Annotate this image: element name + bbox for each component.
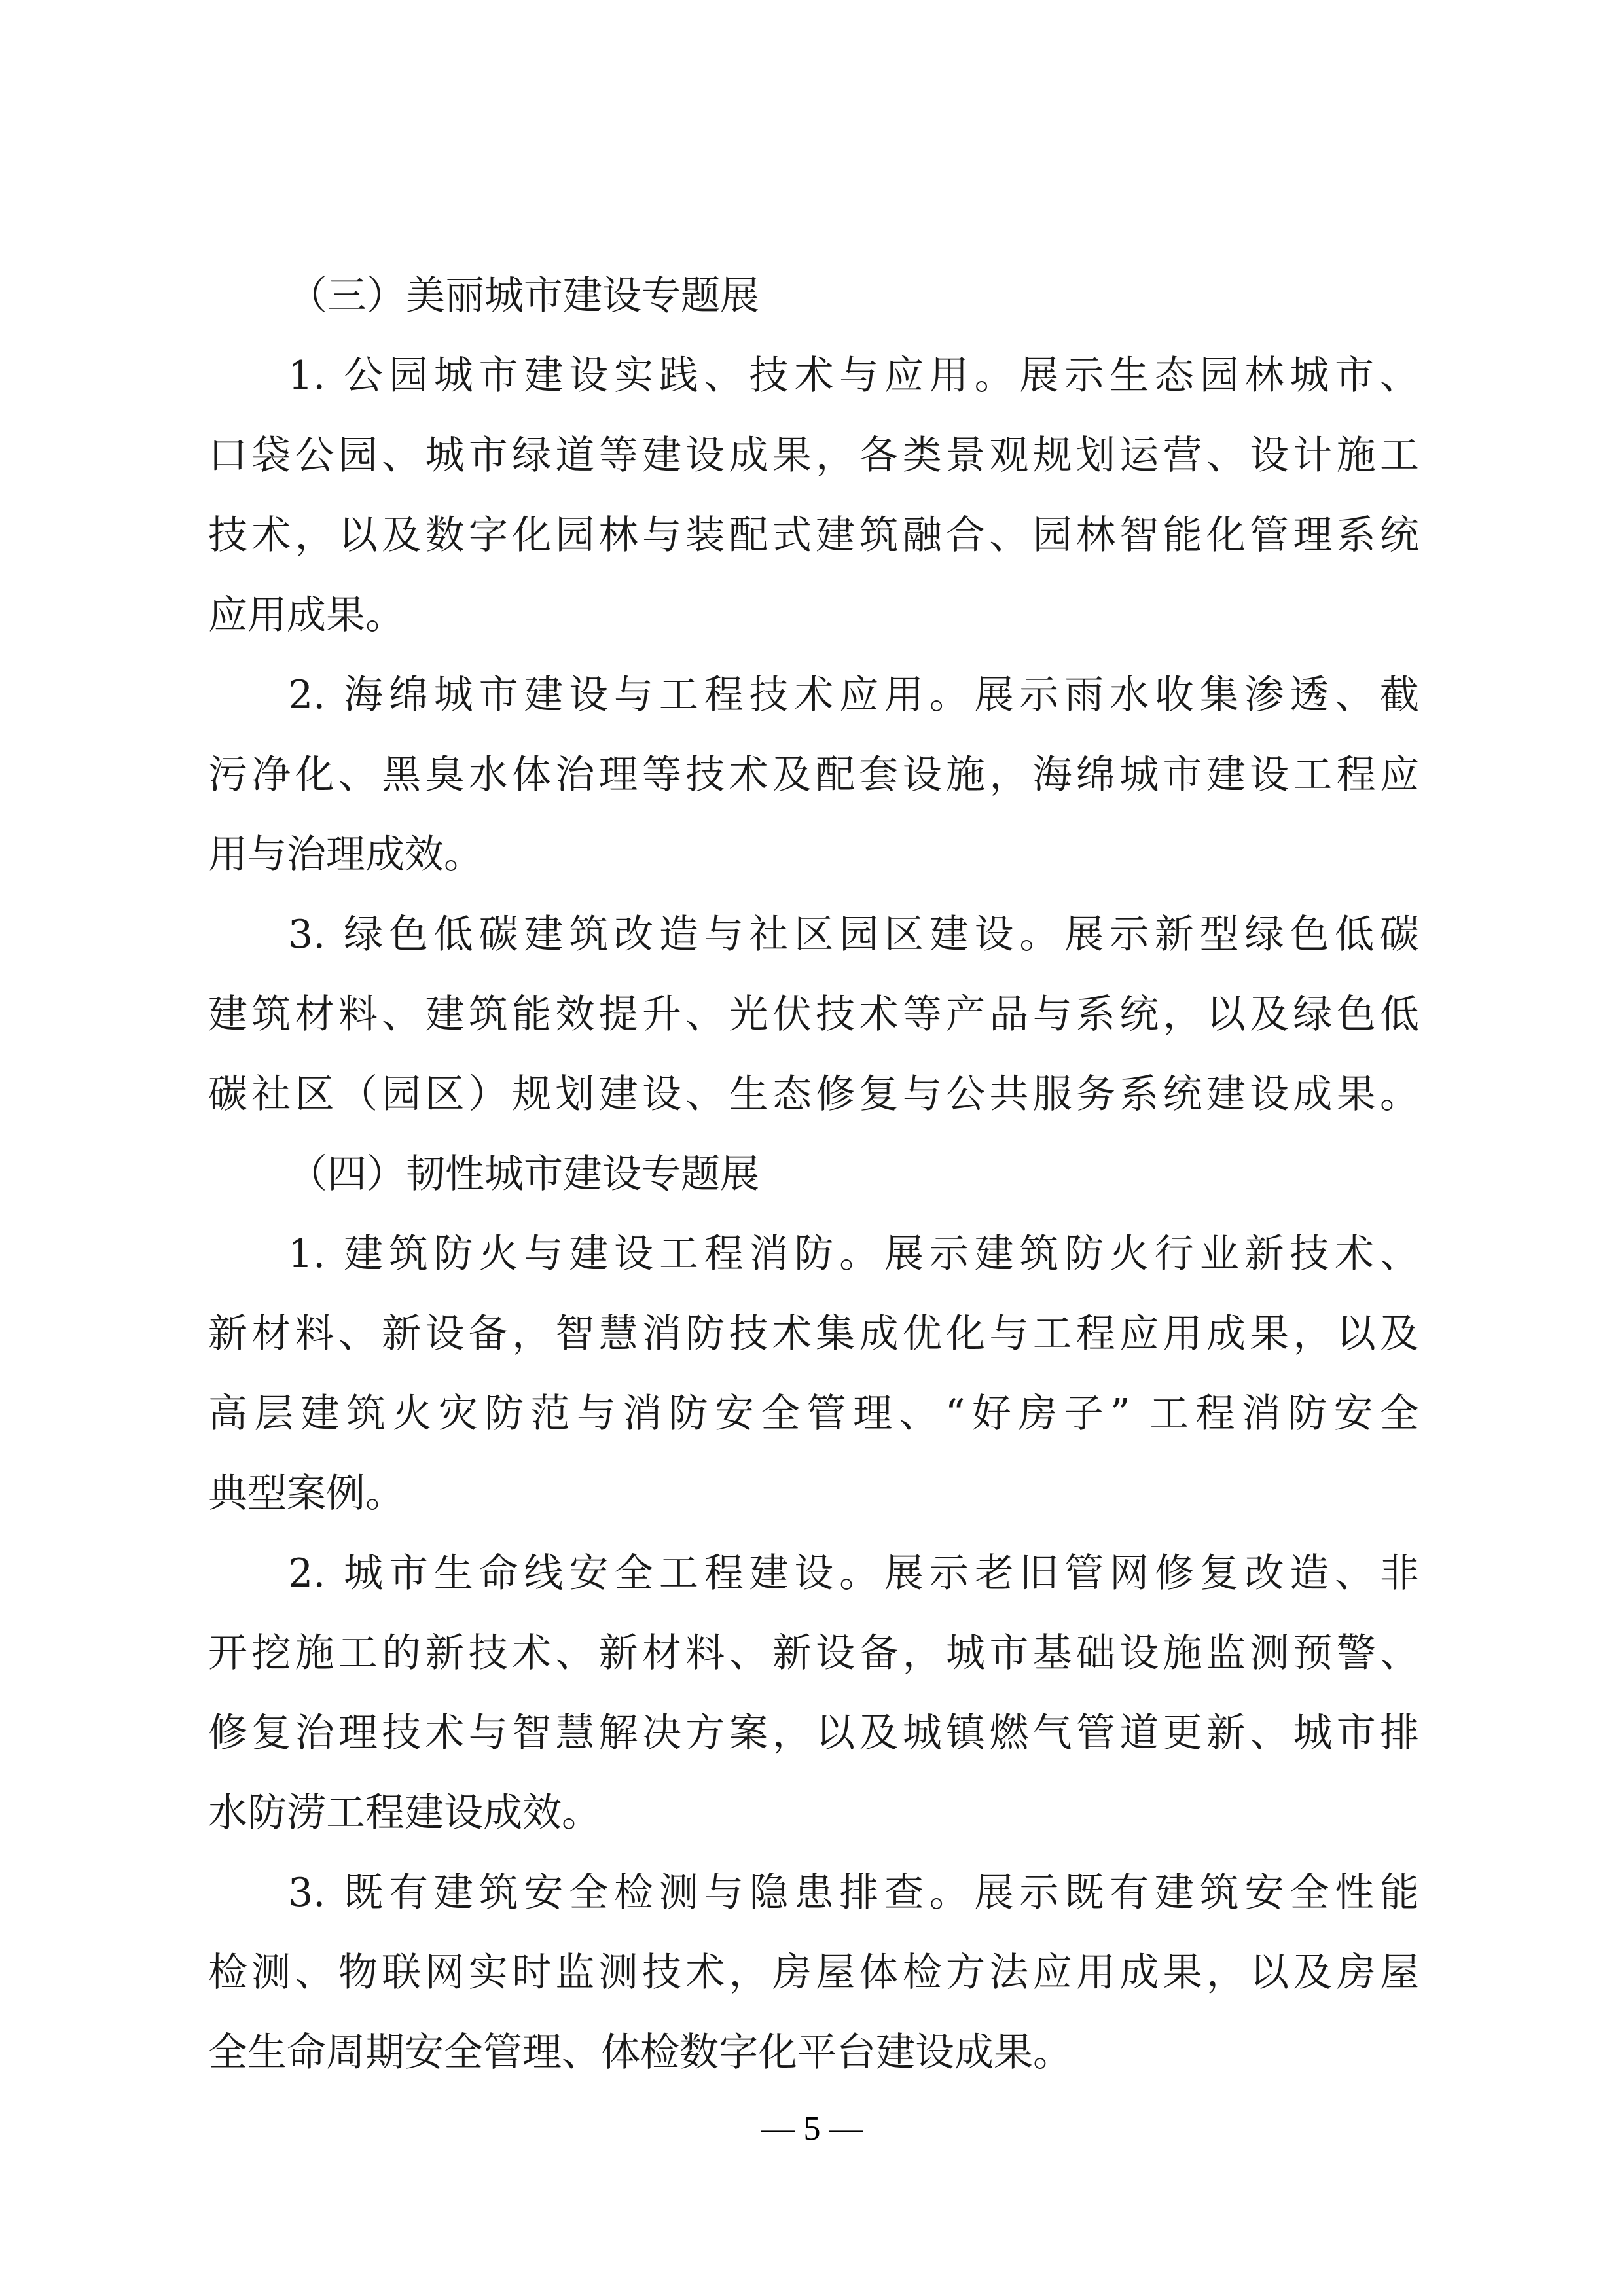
paragraph-line: 水防涝工程建设成效。 [208, 1790, 601, 1836]
paragraph-line: 2. 城市生命线安全工程建设。展示老旧管网修复改造、非 [288, 1551, 1419, 1596]
paragraph-line: 全生命周期安全管理、体检数字化平台建设成果。 [208, 2030, 1072, 2075]
page-number: — 5 — [761, 2110, 863, 2147]
paragraph-line: 口袋公园、城市绿道等建设成果，各类景观规划运营、设计施工 [208, 433, 1419, 478]
paragraph-line: 1. 公园城市建设实践、技术与应用。展示生态园林城市、 [288, 353, 1419, 399]
paragraph-line: 碳社区（园区）规划建设、生态修复与公共服务系统建设成果。 [208, 1071, 1419, 1117]
section-heading-3: （三）美丽城市建设专题展 [288, 273, 759, 319]
paragraph-line: 开挖施工的新技术、新材料、新设备，城市基础设施监测预警、 [208, 1630, 1419, 1676]
paragraph-line: 新材料、新设备，智慧消防技术集成优化与工程应用成果，以及 [208, 1311, 1419, 1357]
paragraph-line: 3. 既有建筑安全检测与隐患排查。展示既有建筑安全性能 [288, 1870, 1419, 1916]
paragraph-line: 用与治理成效。 [208, 832, 483, 878]
paragraph-line: 修复治理技术与智慧解决方案，以及城镇燃气管道更新、城市排 [208, 1710, 1419, 1756]
paragraph-line: 技术，以及数字化园林与装配式建筑融合、园林智能化管理系统 [208, 512, 1419, 558]
paragraph-line: 建筑材料、建筑能效提升、光伏技术等产品与系统，以及绿色低 [208, 992, 1419, 1037]
paragraph-line: 应用成果。 [208, 592, 405, 638]
paragraph-line: 1. 建筑防火与建设工程消防。展示建筑防火行业新技术、 [288, 1231, 1419, 1277]
paragraph-line: 2. 海绵城市建设与工程技术应用。展示雨水收集渗透、截 [288, 672, 1419, 718]
paragraph-line: 高层建筑火灾防范与消防安全管理、“好房子” 工程消防安全 [208, 1391, 1419, 1437]
paragraph-line: 典型案例。 [208, 1471, 405, 1516]
paragraph-line: 检测、物联网实时监测技术，房屋体检方法应用成果，以及房屋 [208, 1950, 1419, 1996]
paragraph-line: 3. 绿色低碳建筑改造与社区园区建设。展示新型绿色低碳 [288, 912, 1419, 958]
section-heading-4: （四）韧性城市建设专题展 [288, 1151, 759, 1197]
paragraph-line: 污净化、黑臭水体治理等技术及配套设施，海绵城市建设工程应 [208, 752, 1419, 798]
